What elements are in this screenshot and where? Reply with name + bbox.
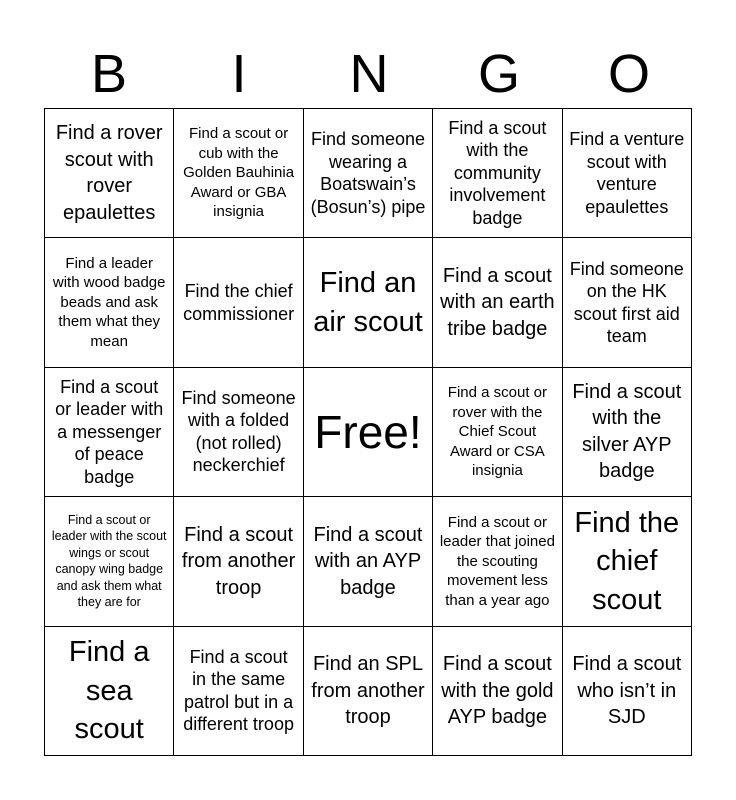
bingo-cell[interactable] (304, 109, 433, 238)
bingo-cell[interactable] (304, 497, 433, 626)
bingo-cell[interactable] (563, 497, 692, 626)
cell-text: Find an air scout (313, 267, 423, 338)
bingo-cell[interactable] (433, 238, 562, 367)
cell-text: Find a scout in the same patrol but in a different troop (183, 646, 294, 735)
header-letter-b: B (90, 44, 128, 104)
header-letter-i: I (231, 44, 247, 104)
cell-text: Find the chief scout (574, 506, 680, 616)
bingo-cell[interactable] (45, 109, 174, 238)
cell-text: Find a scout or cub with the Golden Bauhinia Award or GBA insignia (183, 125, 295, 221)
cell-text: Find a scout with the gold AYP badge (441, 653, 554, 729)
bingo-cell[interactable] (45, 238, 174, 367)
bingo-cell[interactable] (433, 627, 562, 756)
cell-text: Find a venture scout with venture epaulettes (569, 129, 685, 217)
cell-text: Find a scout or rover with the Chief Scout Award or CSA insignia (447, 384, 547, 480)
cell-text: Find someone on the HK scout first aid team (569, 258, 684, 347)
header-letter-n: N (349, 44, 389, 104)
cell-text: Find a scout or leader with a messenger of peace badge (55, 376, 164, 487)
free-space-cell[interactable] (304, 368, 433, 497)
bingo-cell[interactable] (563, 368, 692, 497)
bingo-cell[interactable] (304, 238, 433, 367)
bingo-cell[interactable] (174, 368, 303, 497)
cell-text: Find a sea scout (68, 636, 150, 746)
cell-text: Find an SPL from another troop (311, 653, 425, 729)
bingo-cell[interactable] (45, 627, 174, 756)
bingo-cell[interactable] (433, 109, 562, 238)
cell-text: Find a scout who isn’t in SJD (572, 653, 682, 729)
free-space-text: Free! (314, 405, 422, 458)
bingo-cell[interactable] (174, 627, 303, 756)
bingo-cell[interactable] (45, 368, 174, 497)
bingo-cell[interactable] (433, 497, 562, 626)
bingo-cell[interactable] (174, 238, 303, 367)
bingo-cell[interactable] (304, 627, 433, 756)
cell-text: Find a scout with the silver AYP badge (572, 380, 682, 483)
bingo-header (44, 42, 694, 106)
cell-text: Find someone wearing a Boatswain’s (Bosun’s) pipe (310, 129, 426, 217)
bingo-cell[interactable] (174, 109, 303, 238)
bingo-cell[interactable] (433, 368, 562, 497)
bingo-cell[interactable] (563, 238, 692, 367)
cell-text: Find a scout with the community involvement badge (448, 117, 547, 228)
bingo-cell[interactable] (174, 497, 303, 626)
cell-text: Find a scout with an AYP badge (313, 523, 423, 599)
cell-text: Find a leader with wood badge beads and ask them what they mean (52, 254, 166, 350)
bingo-cell[interactable] (563, 627, 692, 756)
bingo-cell[interactable] (563, 109, 692, 238)
cell-text: Find a scout or leader with the scout wings or scout canopy wing badge and ask them what they are for (51, 512, 167, 610)
cell-text: Find someone with a folded (not rolled) neckerchief (181, 387, 296, 476)
cell-text: Find a scout with an earth tribe badge (440, 264, 555, 340)
cell-text: Find the chief commissioner (183, 281, 295, 324)
cell-text: Find a rover scout with rover epaulettes (55, 122, 163, 224)
bingo-cell[interactable] (45, 497, 174, 626)
header-letter-o: O (607, 44, 650, 104)
header-letter-g: G (477, 44, 520, 104)
cell-text: Find a scout or leader that joined the scouting movement less than a year ago (439, 513, 555, 609)
cell-text: Find a scout from another troop (181, 523, 296, 599)
bingo-grid (44, 108, 692, 756)
